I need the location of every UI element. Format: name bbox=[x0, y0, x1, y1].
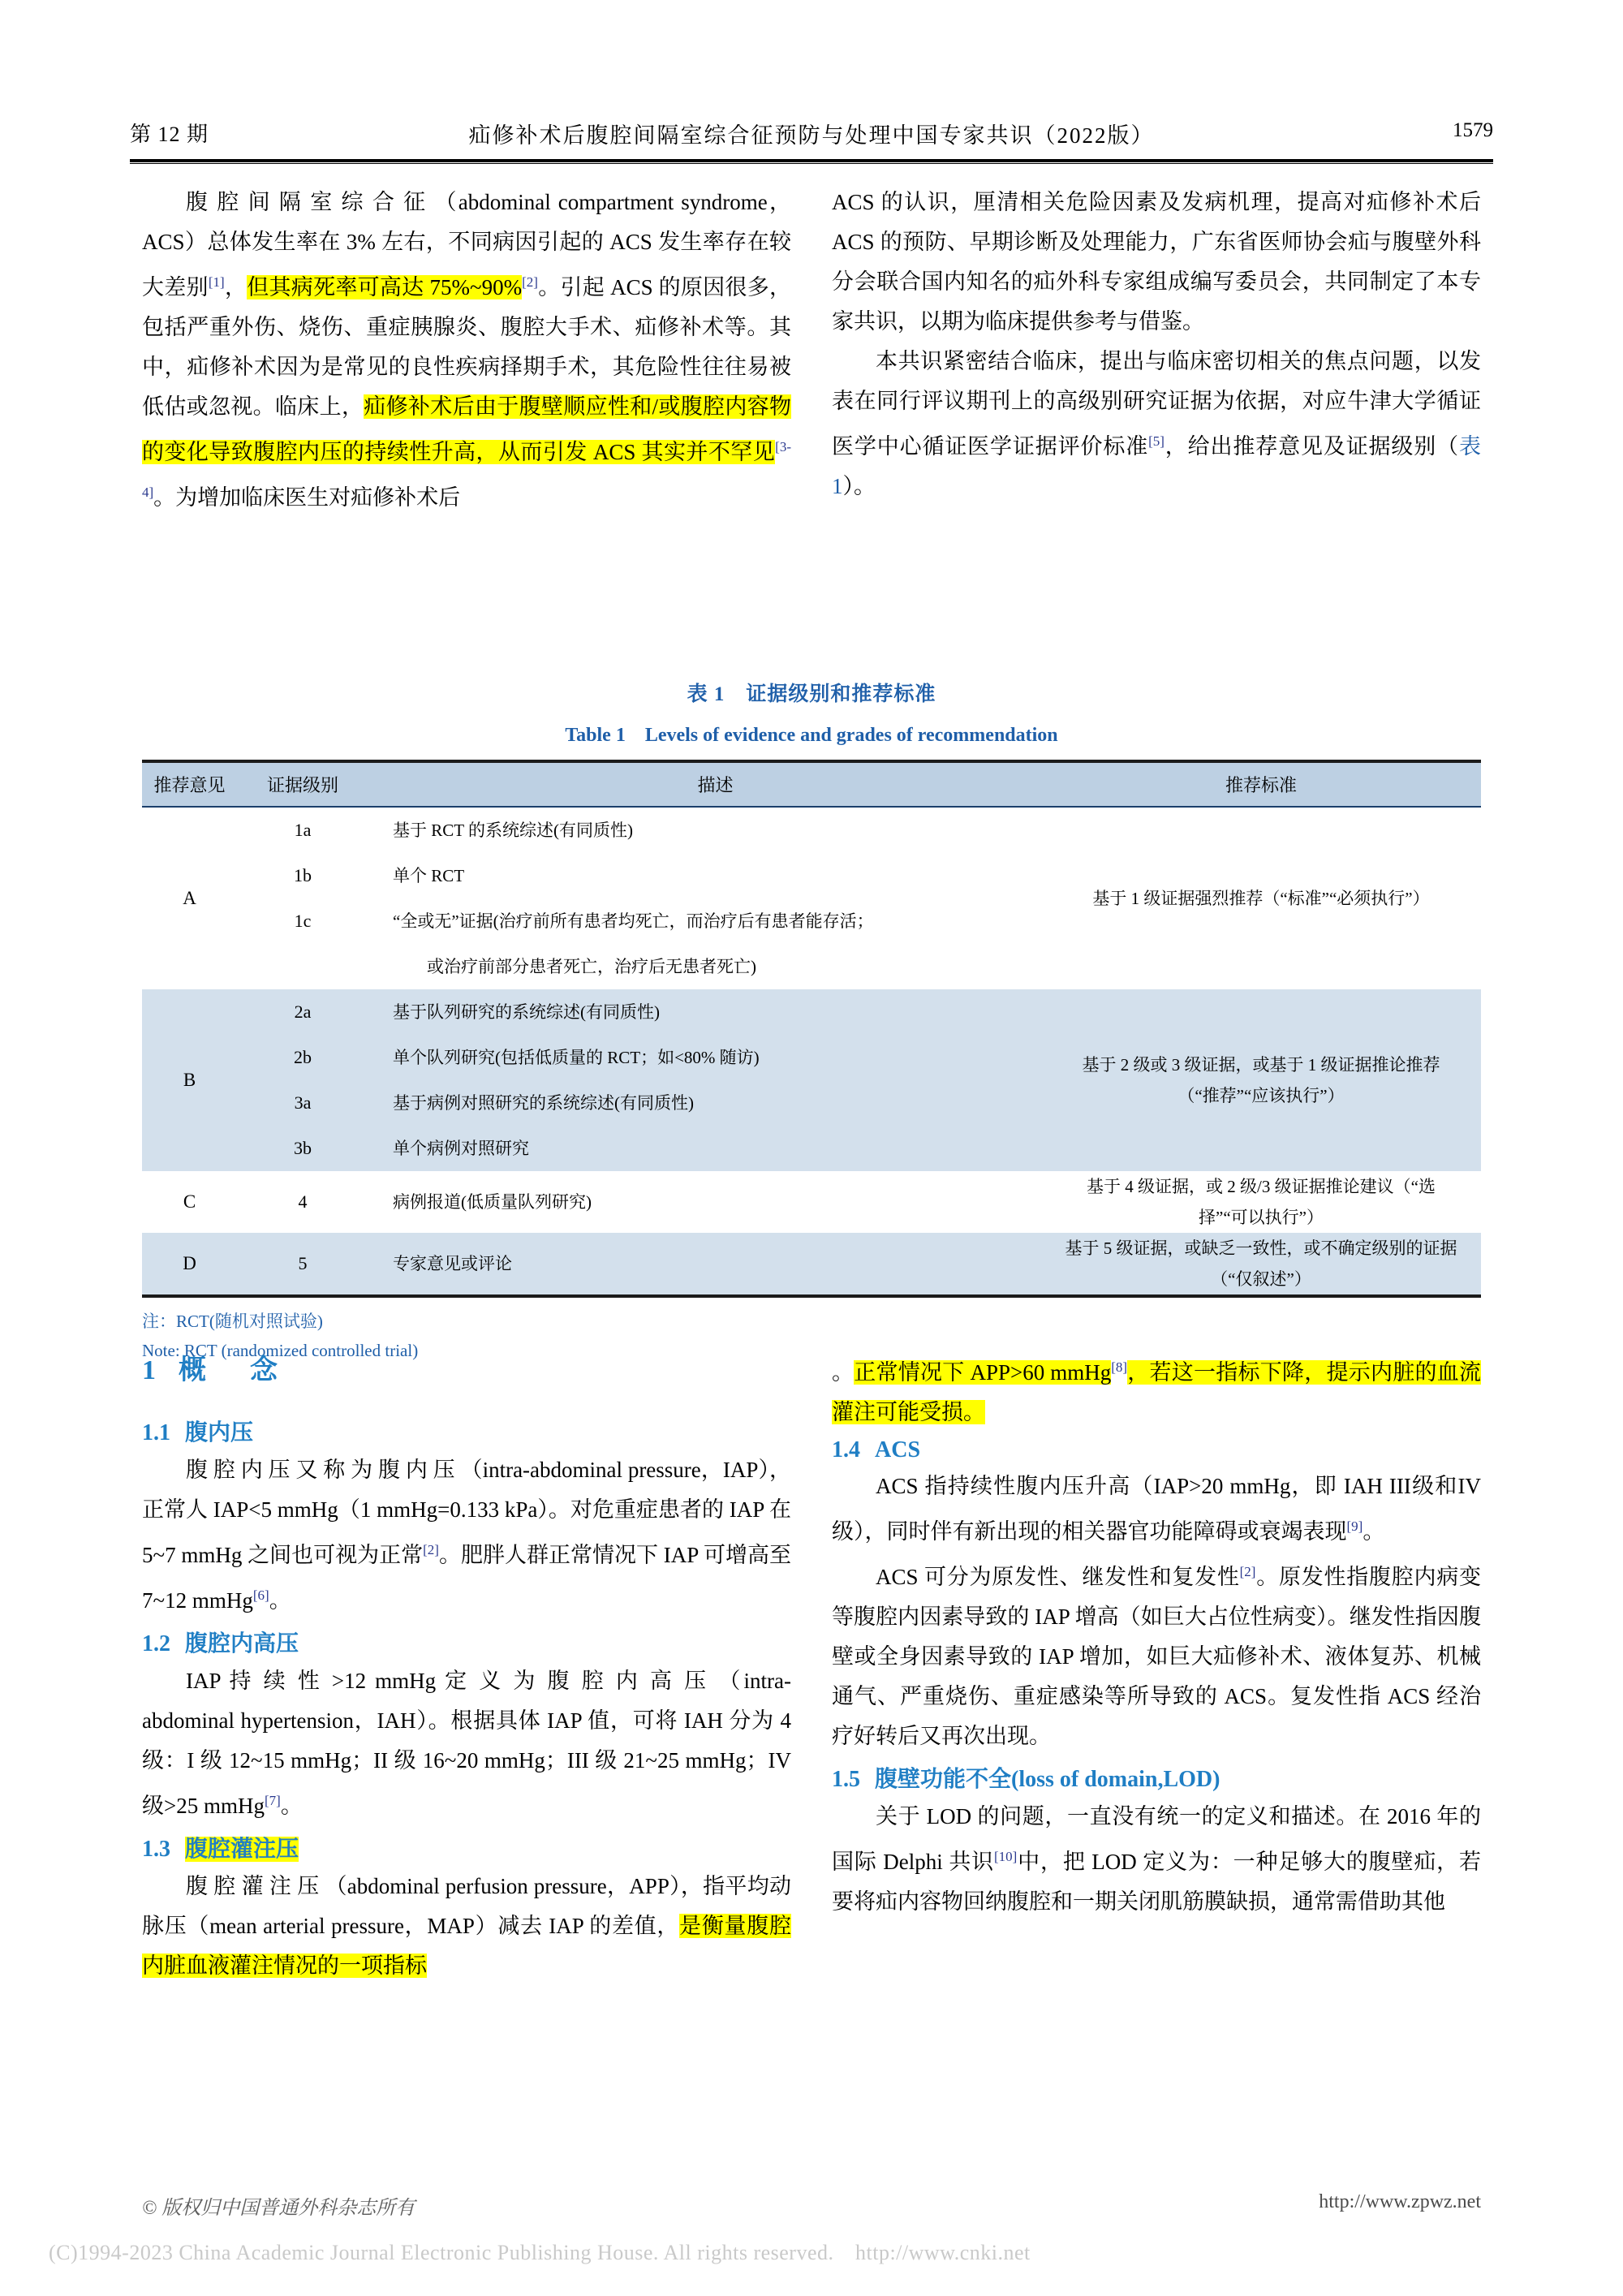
section-1-1-heading bbox=[142, 1415, 791, 1447]
desc-cell: 病例报道(低质量队列研究) bbox=[393, 1192, 592, 1212]
highlight-mortality: 但其病死率可高达 75%~90% bbox=[247, 275, 523, 299]
methods-text-c: ）。 bbox=[842, 474, 876, 498]
intro-text-b: ， bbox=[224, 275, 248, 299]
ref-5: [5] bbox=[1148, 433, 1165, 449]
highlight-mechanism: 疝修补术后由于腹壁顺应性和/或腹腔内容物的变化导致腹腔内压的持续性升高，从而引发 ACS 其实并不罕见 bbox=[142, 394, 791, 464]
lod-text-b: 中，把 LOD 定义为：一种足够大的腹壁疝，若要将疝内容物回纳腹腔和一期关闭肌筋膜缺损，通常需借助其他 bbox=[832, 1850, 1481, 1914]
ref-3-4: [3-4] bbox=[142, 439, 791, 500]
methods-text-a: 本共识紧密结合临床，提出与临床密切相关的焦点问题，以发表在同行评议期刊上的高级别研究证据为依据，对应牛津大学循证医学中心循证医学证据评价标准 bbox=[832, 349, 1481, 459]
table-note-en: Note: RCT (randomized controlled trial) bbox=[142, 1341, 419, 1360]
table-1-block bbox=[142, 678, 1481, 1364]
ref-2: [2] bbox=[522, 274, 538, 290]
page-header bbox=[130, 118, 1493, 153]
section-1-3-title: 腹腔灌注压 bbox=[185, 1837, 299, 1862]
lod-text-a: 关于 LOD 的问题，一直没有统一的定义和描述。在 2016 年的国际 Delphi 共识 bbox=[832, 1804, 1481, 1874]
footer-journal-url[interactable]: http://www.zpwz.net bbox=[1319, 2191, 1481, 2212]
table-row bbox=[142, 1171, 1481, 1233]
ref-10: [10] bbox=[994, 1849, 1018, 1864]
intro-text-d: 。为增加临床医生对疝修补术后 bbox=[153, 485, 461, 510]
table-row bbox=[142, 807, 1481, 853]
ref-9: [9] bbox=[1346, 1518, 1363, 1534]
issue-label: 第 12 期 bbox=[130, 123, 209, 146]
ref-2c: [2] bbox=[1239, 1564, 1256, 1579]
left-column-bottom bbox=[142, 1347, 791, 1986]
desc-cell: 或治疗前部分患者死亡，治疗后无患者死亡) bbox=[393, 957, 756, 976]
section-1-2-number: 1.2 bbox=[142, 1631, 170, 1656]
desc-cell: 单个病例对照研究 bbox=[393, 1139, 529, 1158]
table-row bbox=[142, 989, 1481, 1035]
level-cell: 2b bbox=[294, 1047, 312, 1067]
table-caption-en: Table 1 Levels of evidence and grades of recommendation bbox=[565, 725, 1058, 746]
footer-cnki-watermark: (C)1994-2023 China Academic Journal Electronic Publishing House. All rights reserved. http://www.cnki.net bbox=[49, 2241, 1031, 2264]
paragraph-iah bbox=[142, 1661, 791, 1826]
page-number: 1579 bbox=[1453, 119, 1493, 141]
left-column-top bbox=[142, 183, 791, 518]
paragraph-iap bbox=[142, 1450, 791, 1621]
standard-cell: 基于 4 级证据，或 2 级/3 级证据推论建议（“选择”“可以执行”） bbox=[1087, 1177, 1436, 1227]
table-1-crossref[interactable]: 表 1 bbox=[832, 434, 1482, 498]
paragraph-lod bbox=[832, 1797, 1481, 1922]
section-1-5-number: 1.5 bbox=[832, 1767, 860, 1792]
intro-text-c: 。引起 ACS 的原因很多，包括严重外伤、烧伤、重症胰腺炎、腹腔大手术、疝修补术等。其中，疝修补术因为是常见的良性疾病择期手术，其危险性往往易被低估或忽视。临床上， bbox=[142, 275, 792, 419]
level-cell: 1c bbox=[294, 911, 312, 931]
table-note-cn: 注：RCT(随机对照试验) bbox=[142, 1312, 323, 1331]
running-title: 疝修补术后腹腔间隔室综合征预防与处理中国专家共识（2022版） bbox=[468, 123, 1155, 148]
iap-text-a: 腹 腔 内 压 又 称 为 腹 内 压 （intra-abdominal pressure，IAP），正常人 IAP<5 mmHg（1 mmHg=0.133 kPa）。对危重症患者的 IAP 在 5~7 mmHg 之间也可视为正常 bbox=[142, 1458, 791, 1567]
intro-text-a: 腹 腔 间 隔 室 综 合 征 （abdominal compartment syndrome，ACS）总体发生率在 3% 左右，不同病因引起的 ACS 发生率存在较大差别 bbox=[142, 190, 791, 299]
grade-cell: B bbox=[142, 989, 237, 1171]
section-1-4-heading bbox=[832, 1437, 1481, 1463]
level-cell: 3a bbox=[294, 1092, 312, 1113]
col-header-desc: 描述 bbox=[368, 761, 1041, 807]
acs-types-b: 。原发性指腹腔内病变等腹腔内因素导致的 IAP 增高（如巨大占位性病变）。继发性指因腹壁或全身因素导致的 IAP 增加，如巨大疝修补术、液体复苏、机械通气、严重烧伤、重症感染等所导致的 ACS。复发性指 ACS 经治疗好转后又再次出现。 bbox=[832, 1565, 1481, 1748]
acs-text-a: ACS 指持续性腹内压升高（IAP>20 mmHg，即 IAH III级和IV级），同时伴有新出现的相关器官功能障碍或衰竭表现 bbox=[832, 1474, 1481, 1544]
level-cell: 1a bbox=[294, 820, 312, 840]
section-1-number: 1 bbox=[142, 1355, 156, 1385]
level-cell: 3b bbox=[294, 1138, 312, 1158]
ref-1: [1] bbox=[208, 274, 225, 290]
footer-copyright: © 版权归中国普通外科杂志所有 bbox=[142, 2198, 415, 2219]
paragraph-app bbox=[142, 1867, 791, 1986]
app-text-a: 腹 腔 灌 注 压 （abdominal perfusion pressure，APP），指平均动脉压（mean arterial pressure，MAP）减去 IAP 的差值， bbox=[142, 1874, 791, 1938]
ref-8: [8] bbox=[1111, 1359, 1128, 1375]
section-1-4-number: 1.4 bbox=[832, 1437, 860, 1462]
paragraph-acs-def bbox=[832, 1467, 1481, 1552]
iap-text-b: 。肥胖人群正常情况下 IAP 可增高至 7~12 mmHg bbox=[142, 1543, 792, 1613]
iah-text-b: 。 bbox=[280, 1794, 303, 1818]
ref-2b: [2] bbox=[423, 1542, 439, 1557]
table-bottom-rule bbox=[142, 1294, 1481, 1298]
section-1-5-heading bbox=[832, 1761, 1481, 1794]
grade-cell: D bbox=[183, 1253, 196, 1273]
ref-7: [7] bbox=[264, 1793, 281, 1808]
level-cell: 4 bbox=[298, 1191, 308, 1212]
desc-cell: 单个 RCT bbox=[393, 866, 465, 885]
paragraph-intro bbox=[142, 183, 791, 518]
acs-types-a: ACS 可分为原发性、继发性和复发性 bbox=[876, 1565, 1240, 1589]
methods-text-b: ，给出推荐意见及证据级别（ bbox=[1164, 434, 1460, 459]
right-column-top bbox=[832, 183, 1481, 506]
desc-cell: 单个队列研究(包括低质量的 RCT；如<80% 随访) bbox=[393, 1048, 760, 1067]
level-cell bbox=[237, 944, 368, 989]
header-rule bbox=[130, 159, 1493, 162]
level-cell: 1b bbox=[294, 865, 312, 885]
app-text-b: 。 bbox=[832, 1360, 855, 1385]
paragraph-app-cont bbox=[832, 1347, 1481, 1432]
section-1-4-title: ACS bbox=[875, 1437, 921, 1462]
standard-cell: 基于 5 级证据，或缺乏一致性，或不确定级别的证据（“仅叙述”） bbox=[1065, 1238, 1457, 1289]
table-header-row bbox=[142, 761, 1481, 807]
section-1-2-title: 腹腔内高压 bbox=[185, 1631, 299, 1656]
highlight-app-indicator: 是衡量腹腔内脏血液灌注情况的一项指标 bbox=[142, 1914, 791, 1978]
col-header-grade: 推荐意见 bbox=[142, 761, 237, 807]
acs-text-b: 。 bbox=[1363, 1519, 1385, 1544]
table-row bbox=[142, 1233, 1481, 1294]
section-1-5-title: 腹壁功能不全(loss of domain,LOD) bbox=[875, 1767, 1220, 1792]
standard-cell: 基于 1 级证据强烈推荐（“标准”“必须执行”） bbox=[1092, 889, 1430, 908]
section-1-1-title: 腹内压 bbox=[185, 1420, 254, 1445]
desc-cell: 基于队列研究的系统综述(有同质性) bbox=[393, 1002, 660, 1022]
section-1-1-number: 1.1 bbox=[142, 1420, 170, 1445]
desc-cell: 基于病例对照研究的系统综述(有同质性) bbox=[393, 1093, 694, 1113]
section-1-heading bbox=[142, 1347, 791, 1387]
highlight-app-decline: ，若这一指标下降，提示内脏的血流灌注可能受损。 bbox=[832, 1360, 1481, 1424]
desc-cell: 基于 RCT 的系统综述(有同质性) bbox=[393, 821, 633, 840]
iah-text-a: IAP 持 续 性 >12 mmHg 定 义 为 腹 腔 内 高 压 （intra-abdominal hypertension，IAH）。根据具体 IAP 值，可将 IAH 分为 4 级：I 级 12~15 mmHg；II 级 16~20 mmHg；III 级 21~25 mmHg；IV 级>25 mmHg bbox=[142, 1669, 791, 1818]
grade-cell: C bbox=[183, 1191, 196, 1212]
table-caption-cn: 表 1 证据级别和推荐标准 bbox=[687, 683, 936, 705]
level-cell: 2a bbox=[294, 1002, 312, 1022]
section-1-3-heading bbox=[142, 1831, 791, 1863]
grade-cell: A bbox=[183, 888, 196, 908]
table-body bbox=[142, 807, 1481, 1294]
highlight-app-normal: 正常情况下 APP>60 mmHg bbox=[854, 1360, 1112, 1385]
paragraph-methods bbox=[832, 342, 1481, 506]
section-1-title: 概 念 bbox=[179, 1355, 286, 1385]
desc-cell: 专家意见或评论 bbox=[393, 1254, 512, 1273]
desc-cell: “全或无”证据(治疗前所有患者均死亡，而治疗后有患者能存活； bbox=[393, 911, 874, 931]
col-header-level: 证据级别 bbox=[237, 761, 368, 807]
paragraph-purpose: ACS 的认识，厘清相关危险因素及发病机理，提高对疝修补术后 ACS 的预防、早期诊断及处理能力，广东省医师协会疝与腹壁外科分会联合国内知名的疝外科专家组成编写委员会，共同制定了本专家共识，以期为临床提供参考与借鉴。 bbox=[832, 190, 1481, 334]
section-1-3-number: 1.3 bbox=[142, 1837, 170, 1862]
right-column-bottom bbox=[832, 1347, 1481, 1922]
standard-cell: 基于 2 级或 3 级证据，或基于 1 级证据推论推荐（“推荐”“应该执行”） bbox=[1041, 989, 1481, 1171]
paragraph-acs-types bbox=[832, 1552, 1481, 1756]
col-header-standard: 推荐标准 bbox=[1041, 761, 1481, 807]
evidence-table bbox=[142, 760, 1481, 1294]
ref-6: [6] bbox=[252, 1587, 269, 1603]
section-1-2-heading bbox=[142, 1626, 791, 1658]
iap-text-c: 。 bbox=[269, 1588, 291, 1613]
level-cell: 5 bbox=[298, 1253, 308, 1273]
